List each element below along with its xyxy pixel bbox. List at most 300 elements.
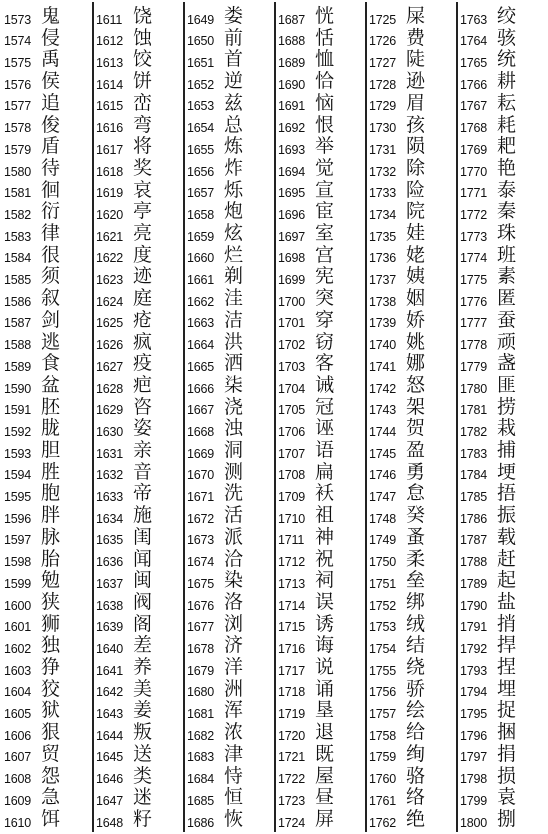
entry-character: 贸 [41,742,61,765]
table-row [457,310,548,332]
entry-number: 1627 [96,359,124,374]
table-row [275,440,366,462]
entry-character: 统 [497,48,517,71]
table-row [93,310,184,332]
entry-character: 浓 [224,721,244,744]
table-row [1,787,92,809]
entry-number: 1754 [369,641,397,656]
entry-number: 1594 [4,468,32,483]
table-row [1,136,92,158]
entry-character: 追 [41,91,61,114]
entry-character: 绒 [406,612,426,635]
entry-character: 律 [41,222,61,244]
table-row [457,722,548,744]
entry-character: 蚤 [406,525,426,548]
entry-number: 1674 [187,555,215,570]
table-row [1,49,92,71]
table-row [366,505,457,527]
entry-number: 1625 [96,316,124,331]
entry-number: 1707 [278,446,306,461]
entry-character: 宦 [315,200,335,223]
table-row [275,614,366,636]
entry-number: 1673 [187,533,215,548]
entry-character: 送 [133,742,153,765]
entry-character: 浊 [224,417,244,440]
entry-character: 诲 [315,634,335,657]
entry-character: 洼 [224,287,244,310]
table-row [366,440,457,462]
table-row [366,570,457,592]
entry-character: 恒 [224,786,244,809]
table-row [1,28,92,50]
table-row [457,549,548,571]
entry-character: 洛 [224,590,244,613]
entry-character: 骇 [497,26,517,49]
entry-character: 院 [406,200,426,223]
entry-character: 绘 [406,699,426,722]
table-row [275,375,366,397]
entry-number: 1675 [187,576,215,591]
entry-character: 须 [41,265,61,288]
entry-character: 炮 [224,200,244,223]
entry-character: 怨 [41,764,61,787]
table-row [93,6,184,28]
entry-character: 诬 [315,417,335,440]
table-row [275,809,366,831]
entry-number: 1607 [4,750,32,765]
table-row [184,722,275,744]
entry-number: 1655 [187,142,215,157]
entry-character: 食 [41,352,61,375]
table-row [275,462,366,484]
entry-number: 1616 [96,121,124,136]
entry-number: 1583 [4,229,32,244]
table-row [366,180,457,202]
entry-number: 1656 [187,164,215,179]
table-row [1,657,92,679]
entry-number: 1685 [187,793,215,808]
entry-character: 顽 [497,330,517,353]
table-row [457,180,548,202]
entry-number: 1576 [4,77,32,92]
entry-character: 疮 [133,308,153,331]
entry-character: 捌 [497,807,517,830]
table-row [275,71,366,93]
entry-number: 1665 [187,359,215,374]
entry-character: 叛 [133,721,153,744]
entry-number: 1621 [96,229,124,244]
table-row [275,787,366,809]
table-row [93,28,184,50]
entry-number: 1715 [278,620,306,635]
entry-number: 1769 [460,142,488,157]
table-row [93,440,184,462]
table-row [457,223,548,245]
entry-number: 1617 [96,142,124,157]
entry-character: 损 [497,764,517,787]
table-row [184,180,275,202]
entry-number: 1724 [278,815,306,830]
table-row [184,483,275,505]
entry-number: 1602 [4,641,32,656]
table-row [184,766,275,788]
entry-character: 迹 [133,265,153,288]
entry-number: 1622 [96,251,124,266]
table-row [275,245,366,267]
table-row [366,462,457,484]
table-column [93,6,184,832]
table-row [1,483,92,505]
entry-character: 语 [315,439,335,461]
entry-number: 1615 [96,99,124,114]
entry-character: 捆 [497,721,517,744]
entry-number: 1700 [278,294,306,309]
table-row [184,397,275,419]
entry-character: 逃 [41,330,61,353]
entry-number: 1725 [369,12,397,27]
entry-character: 祝 [315,547,335,570]
table-row [275,136,366,158]
entry-character: 恃 [224,764,244,787]
entry-number: 1609 [4,793,32,808]
entry-number: 1756 [369,685,397,700]
entry-character: 冠 [315,395,335,418]
entry-number: 1628 [96,381,124,396]
entry-number: 1767 [460,99,488,114]
entry-character: 哀 [133,178,153,201]
entry-character: 退 [315,721,335,744]
entry-number: 1696 [278,207,306,222]
entry-character: 盆 [41,373,61,396]
table-row [93,93,184,115]
entry-number: 1585 [4,273,32,288]
entry-character: 狰 [41,656,61,678]
table-row [275,527,366,549]
table-row [275,418,366,440]
entry-character: 袁 [497,786,517,809]
table-row [457,570,548,592]
entry-number: 1728 [369,77,397,92]
table-row [457,592,548,614]
table-row [93,614,184,636]
table-row [457,679,548,701]
table-row [184,440,275,462]
entry-character: 素 [497,265,517,288]
entry-character: 捎 [497,612,517,635]
entry-number: 1633 [96,490,124,505]
entry-character: 窃 [315,330,335,353]
entry-character: 盏 [497,352,517,375]
table-row [184,679,275,701]
table-column [366,6,457,832]
table-row [366,136,457,158]
entry-number: 1646 [96,772,124,787]
table-row [457,71,548,93]
table-row [366,93,457,115]
entry-number: 1668 [187,424,215,439]
entry-number: 1604 [4,685,32,700]
entry-number: 1720 [278,728,306,743]
entry-number: 1701 [278,316,306,331]
entry-character: 急 [41,786,61,809]
table-row [457,766,548,788]
table-row [275,657,366,679]
table-row [184,353,275,375]
entry-character: 亲 [133,439,153,461]
table-row [366,397,457,419]
entry-number: 1614 [96,77,124,92]
entry-character: 扁 [315,460,335,483]
entry-number: 1799 [460,793,488,808]
entry-number: 1771 [460,186,488,201]
table-row [93,223,184,245]
entry-number: 1596 [4,511,32,526]
entry-character: 狮 [41,612,61,635]
table-row [275,700,366,722]
entry-number: 1690 [278,77,306,92]
entry-number: 1593 [4,446,32,461]
entry-character: 昼 [315,786,335,809]
entry-number: 1677 [187,620,215,635]
entry-character: 很 [41,243,61,266]
table-row [184,201,275,223]
table-row [457,397,548,419]
entry-character: 前 [224,26,244,49]
table-row [457,505,548,527]
entry-number: 1719 [278,707,306,722]
entry-number: 1573 [4,12,32,27]
entry-number: 1693 [278,142,306,157]
entry-character: 饺 [133,48,153,71]
entry-character: 振 [497,504,517,527]
entry-number: 1757 [369,707,397,722]
entry-number: 1639 [96,620,124,635]
entry-number: 1595 [4,490,32,505]
table-row [93,158,184,180]
table-row [1,635,92,657]
entry-number: 1786 [460,511,488,526]
entry-number: 1686 [187,815,215,830]
entry-number: 1575 [4,56,32,71]
table-row [93,375,184,397]
entry-number: 1735 [369,229,397,244]
entry-number: 1794 [460,685,488,700]
entry-character: 盈 [406,439,426,461]
table-row [275,158,366,180]
entry-character: 宫 [315,243,335,266]
table-row [93,679,184,701]
entry-number: 1764 [460,34,488,49]
entry-character: 捍 [497,634,517,657]
entry-number: 1629 [96,403,124,418]
entry-number: 1664 [187,338,215,353]
entry-character: 绑 [406,590,426,613]
entry-number: 1597 [4,533,32,548]
table-row [1,201,92,223]
table-row [184,614,275,636]
entry-number: 1587 [4,316,32,331]
entry-number: 1574 [4,34,32,49]
table-row [457,353,548,375]
entry-number: 1780 [460,381,488,396]
entry-character: 洲 [224,677,244,700]
table-row [184,549,275,571]
entry-number: 1779 [460,359,488,374]
entry-character: 架 [406,395,426,418]
table-row [275,635,366,657]
entry-character: 栽 [497,417,517,440]
entry-character: 捕 [497,439,517,461]
table-row [1,592,92,614]
entry-character: 捐 [497,742,517,765]
entry-character: 闺 [133,525,153,548]
entry-character: 神 [315,525,335,548]
table-column [1,6,92,832]
entry-character: 珠 [497,222,517,244]
table-row [366,245,457,267]
entry-number: 1729 [369,99,397,114]
entry-number: 1766 [460,77,488,92]
entry-character: 怒 [406,373,426,396]
entry-number: 1752 [369,598,397,613]
table-row [93,549,184,571]
entry-number: 1730 [369,121,397,136]
entry-character: 捞 [497,395,517,418]
entry-number: 1702 [278,338,306,353]
entry-character: 骆 [406,764,426,787]
entry-number: 1681 [187,707,215,722]
entry-number: 1592 [4,424,32,439]
table-row [184,657,275,679]
entry-number: 1708 [278,468,306,483]
entry-character: 既 [315,742,335,765]
entry-character: 误 [315,590,335,613]
table-row [93,787,184,809]
entry-character: 绚 [406,742,426,765]
table-row [93,353,184,375]
entry-number: 1626 [96,338,124,353]
entry-character: 疯 [133,330,153,353]
table-row [93,266,184,288]
table-row [366,657,457,679]
entry-number: 1659 [187,229,215,244]
entry-number: 1699 [278,273,306,288]
table-row [457,136,548,158]
table-row [184,570,275,592]
entry-character: 艳 [497,156,517,179]
entry-number: 1789 [460,576,488,591]
entry-number: 1759 [369,750,397,765]
entry-number: 1637 [96,576,124,591]
entry-number: 1591 [4,403,32,418]
entry-number: 1704 [278,381,306,396]
table-column [275,6,366,832]
entry-character: 宪 [315,265,335,288]
entry-character: 恬 [315,26,335,49]
table-row [184,49,275,71]
entry-character: 勇 [406,460,426,483]
table-row [366,418,457,440]
table-row [1,353,92,375]
table-row [275,353,366,375]
entry-character: 耗 [497,113,517,136]
table-row [184,418,275,440]
entry-number: 1650 [187,34,215,49]
entry-character: 炫 [224,222,244,244]
entry-number: 1680 [187,685,215,700]
entry-character: 诫 [315,373,335,396]
table-row [366,115,457,137]
table-row [457,462,548,484]
table-row [184,700,275,722]
table-row [366,71,457,93]
entry-character: 捂 [497,482,517,505]
entry-number: 1577 [4,99,32,114]
entry-number: 1743 [369,403,397,418]
entry-character: 弯 [133,113,153,136]
entry-character: 闻 [133,547,153,570]
entry-number: 1727 [369,56,397,71]
entry-character: 穿 [315,308,335,331]
table-row [366,483,457,505]
entry-character: 姚 [406,330,426,353]
entry-character: 俊 [41,113,61,136]
table-row [184,592,275,614]
entry-number: 1776 [460,294,488,309]
table-row [1,223,92,245]
table-row [184,744,275,766]
table-row [457,49,548,71]
table-row [275,28,366,50]
entry-character: 峦 [133,91,153,114]
entry-number: 1711 [278,533,305,548]
entry-character: 侯 [41,70,61,93]
entry-character: 烁 [224,178,244,201]
entry-character: 徊 [41,178,61,201]
entry-character: 祠 [315,569,335,592]
entry-character: 疫 [133,352,153,375]
table-row [184,266,275,288]
entry-character: 绝 [406,807,426,830]
entry-character: 染 [224,569,244,592]
entry-number: 1706 [278,424,306,439]
table-row [275,679,366,701]
entry-number: 1770 [460,164,488,179]
entry-character: 炸 [224,156,244,179]
entry-number: 1640 [96,641,124,656]
entry-character: 室 [315,222,335,244]
table-row [275,115,366,137]
table-row [93,71,184,93]
entry-number: 1613 [96,56,124,71]
entry-character: 祖 [315,504,335,527]
table-row [457,245,548,267]
entry-number: 1582 [4,207,32,222]
entry-number: 1653 [187,99,215,114]
table-row [93,115,184,137]
table-row [366,787,457,809]
entry-number: 1586 [4,294,32,309]
table-row [366,809,457,831]
table-row [457,657,548,679]
entry-character: 癸 [406,504,426,527]
entry-character: 将 [133,135,153,158]
entry-character: 阁 [133,612,153,635]
entry-number: 1672 [187,511,215,526]
entry-number: 1638 [96,598,124,613]
entry-number: 1678 [187,641,215,656]
entry-number: 1658 [187,207,215,222]
